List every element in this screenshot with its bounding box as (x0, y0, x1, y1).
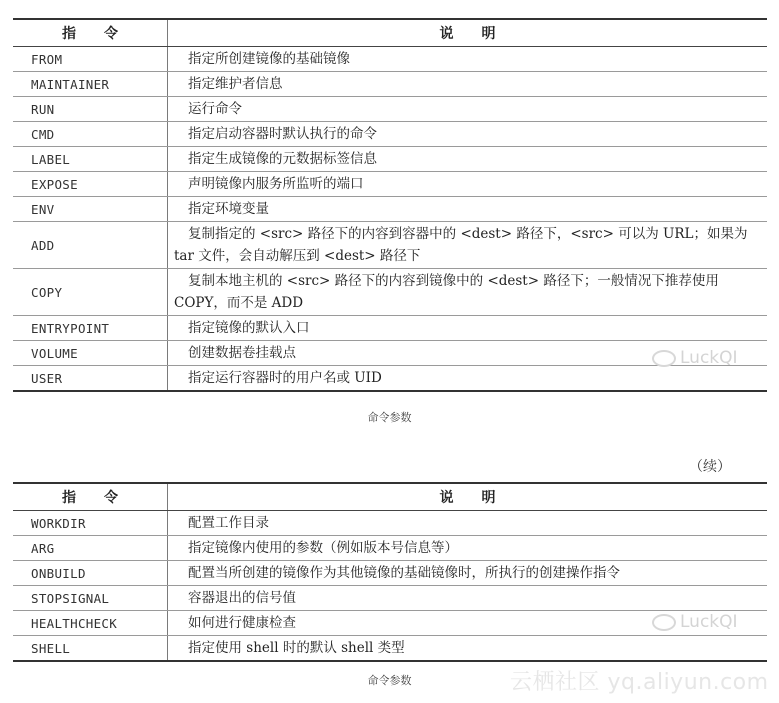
command-table (13, 18, 767, 392)
table-row (13, 47, 767, 72)
description-cell: 运行命令 (168, 97, 768, 122)
description-cell: 指定使用 shell 时的默认 shell 类型 (168, 636, 768, 662)
chat-bubble-icon (652, 350, 676, 367)
table-row (13, 269, 767, 316)
table-row (13, 97, 767, 122)
instruction-cell: STOPSIGNAL (13, 586, 168, 611)
command-table-continued (13, 482, 767, 662)
instruction-cell: SHELL (13, 636, 168, 662)
table-row (13, 197, 767, 222)
table-row (13, 586, 767, 611)
instruction-cell: CMD (13, 122, 168, 147)
description-cell: 配置当所创建的镜像作为其他镜像的基础镜像时，所执行的创建操作指令 (168, 561, 768, 586)
instruction-cell: ENTRYPOINT (13, 316, 168, 341)
instruction-cell: ADD (13, 222, 168, 269)
description-cell: 容器退出的信号值 (168, 586, 768, 611)
description-cell: 创建数据卷挂载点 (168, 341, 768, 366)
table-row (13, 147, 767, 172)
instruction-cell: WORKDIR (13, 511, 168, 536)
description-cell: 指定镜像的默认入口 (168, 316, 768, 341)
watermark-text: LuckQI (680, 348, 738, 368)
instruction-cell: FROM (13, 47, 168, 72)
instruction-cell: VOLUME (13, 341, 168, 366)
instruction-cell: EXPOSE (13, 172, 168, 197)
description-cell: 复制指定的 <src> 路径下的内容到容器中的 <dest> 路径下，<src> 可以为 URL；如果为 tar 文件，会自动解压到 <dest> 路径下 (168, 222, 768, 269)
description-cell: 如何进行健康检查 (168, 611, 768, 636)
table-row (13, 366, 767, 392)
description-cell: 指定镜像内使用的参数（例如版本号信息等） (168, 536, 768, 561)
table-row (13, 536, 767, 561)
table-row (13, 511, 767, 536)
instruction-cell: HEALTHCHECK (13, 611, 168, 636)
header-description: 说 明 (168, 19, 768, 47)
table-row (13, 316, 767, 341)
description-cell: 指定运行容器时的用户名或 UID (168, 366, 768, 392)
description-cell: 指定环境变量 (168, 197, 768, 222)
description-cell: 复制本地主机的 <src> 路径下的内容到镜像中的 <dest> 路径下；一般情况下推荐使用 COPY，而不是 ADD (168, 269, 768, 316)
table-caption: 命令参数 (367, 674, 412, 687)
chat-bubble-icon (652, 614, 676, 631)
continued-label: （续） (689, 459, 731, 475)
description-cell: 指定所创建镜像的基础镜像 (168, 47, 768, 72)
table-row (13, 172, 767, 197)
description-cell: 声明镜像内服务所监听的端口 (168, 172, 768, 197)
header-instruction: 指 令 (13, 483, 168, 511)
instruction-cell: USER (13, 366, 168, 392)
instruction-cell: LABEL (13, 147, 168, 172)
table-row (13, 222, 767, 269)
instruction-cell: ENV (13, 197, 168, 222)
description-cell: 指定启动容器时默认执行的命令 (168, 122, 768, 147)
header-description: 说 明 (168, 483, 768, 511)
table-caption: 命令参数 (367, 411, 412, 424)
table-row (13, 636, 767, 662)
header-instruction: 指 令 (13, 19, 168, 47)
watermark-text: LuckQI (680, 612, 738, 632)
description-cell: 配置工作目录 (168, 511, 768, 536)
description-cell: 指定生成镜像的元数据标签信息 (168, 147, 768, 172)
instruction-cell: MAINTAINER (13, 72, 168, 97)
instruction-cell: RUN (13, 97, 168, 122)
instruction-cell: ARG (13, 536, 168, 561)
instruction-cell: COPY (13, 269, 168, 316)
instruction-cell: ONBUILD (13, 561, 168, 586)
site-watermark: 云栖社区 yq.aliyun.com (510, 670, 769, 695)
wechat-watermark (652, 612, 738, 632)
table-row (13, 122, 767, 147)
table-row (13, 561, 767, 586)
table-row (13, 72, 767, 97)
description-cell: 指定维护者信息 (168, 72, 768, 97)
wechat-watermark (652, 348, 738, 368)
